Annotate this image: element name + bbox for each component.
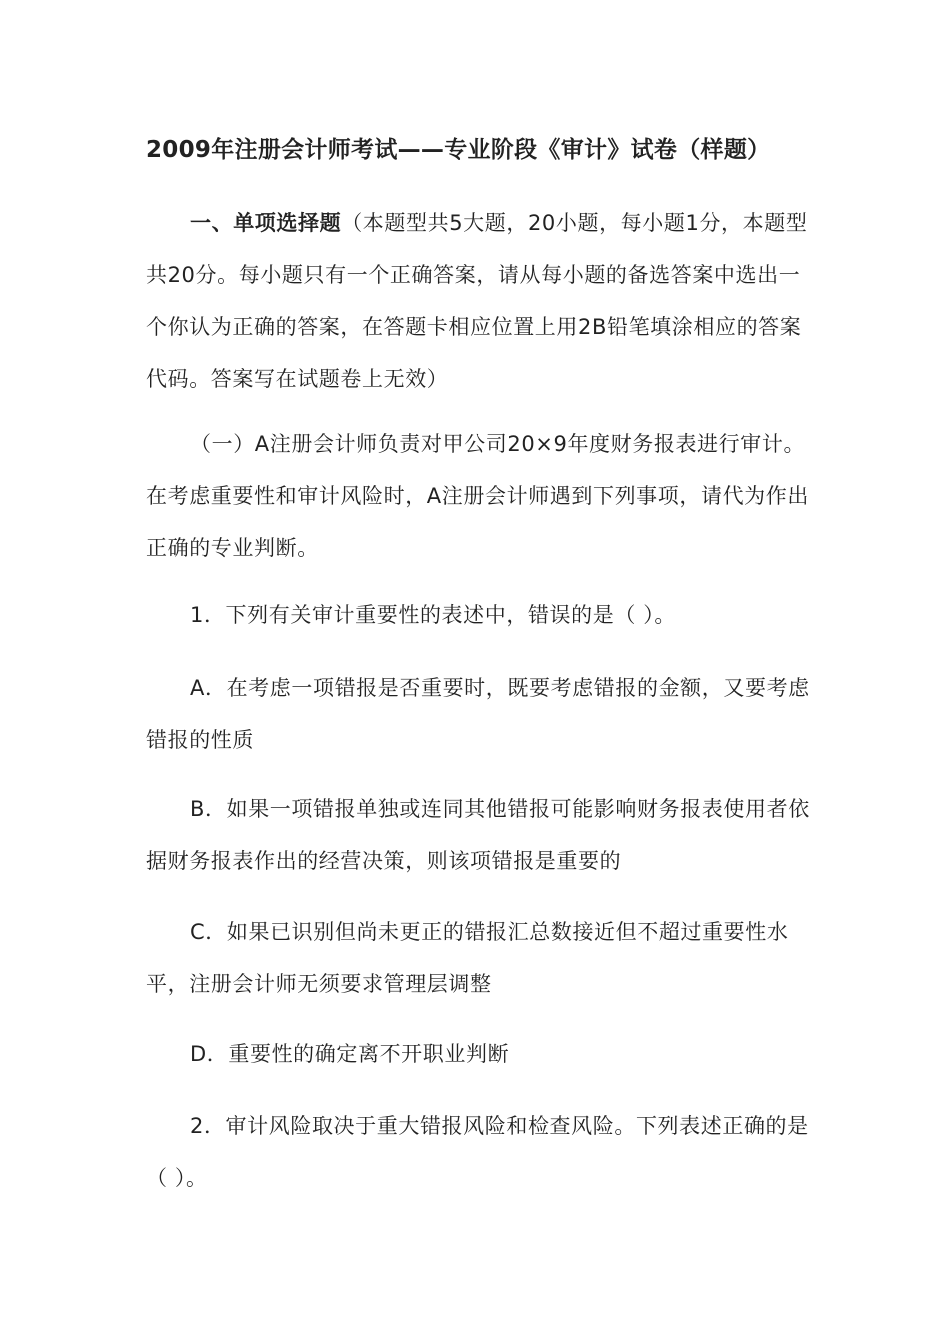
question-1-option-d: D．重要性的确定离不开职业判断: [190, 1042, 510, 1066]
section-paragraph: [146, 197, 810, 405]
question-1-option-b: B．如果一项错报单独或连同其他错报可能影响财务报表使用者依据财务报表作出的经营决策，则该项错报是重要的: [146, 797, 810, 873]
document-title: 2009年注册会计师考试——专业阶段《审计》试卷（样题）: [146, 137, 771, 163]
question-1-option-a: A．在考虑一项错报是否重要时，既要考虑错报的金额，又要考虑错报的性质: [146, 676, 810, 752]
section-heading: 一、单项选择题: [190, 211, 342, 235]
section-instructions: （本题型共5大题，20小题，每小题1分，本题型共20分。每小题只有一个正确答案，请从每小题的备选答案中选出一个你认为正确的答案，在答题卡相应位置上用2B铅笔填涂相应的答案代码。答案写在试题卷上无效）: [146, 211, 808, 391]
question-1-option-c: C．如果已识别但尚未更正的错报汇总数接近但不超过重要性水平，注册会计师无须要求管理层调整: [146, 920, 789, 996]
case-intro: （一）A注册会计师负责对甲公司20×9年度财务报表进行审计。在考虑重要性和审计风险时，A注册会计师遇到下列事项，请代为作出正确的专业判断。: [146, 432, 809, 560]
question-1-stem: 1．下列有关审计重要性的表述中，错误的是（ ）。: [190, 603, 676, 627]
question-2-stem: 2．审计风险取决于重大错报风险和检查风险。下列表述正确的是（ ）。: [146, 1114, 809, 1190]
